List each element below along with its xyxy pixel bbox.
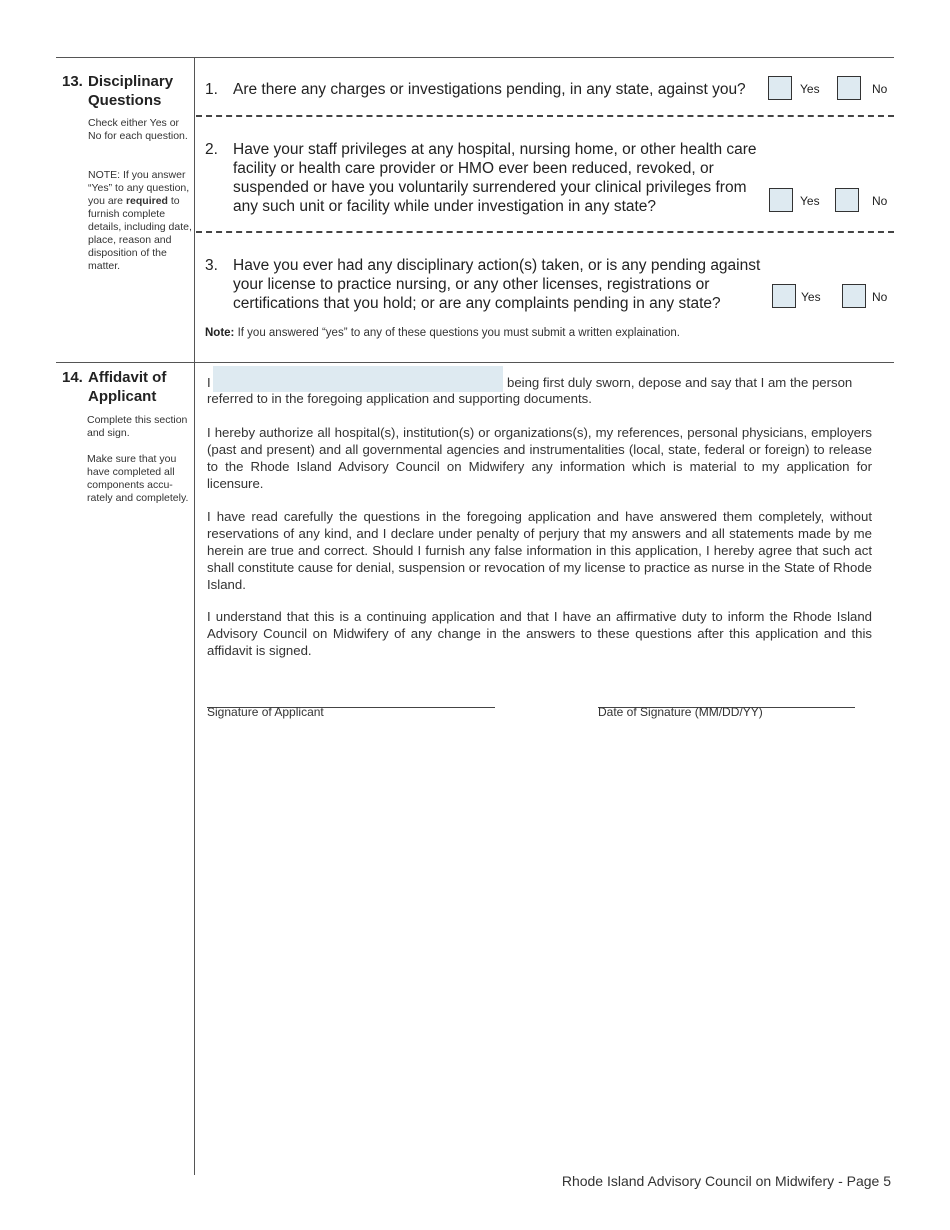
question-3-no-checkbox[interactable] xyxy=(842,284,866,308)
section14-number: 14. xyxy=(62,369,83,386)
question-1-yes-label: Yes xyxy=(800,82,820,96)
signature-label: Signature of Applicant xyxy=(207,705,324,719)
section14-heading xyxy=(62,368,194,406)
section13-title-line2: Questions xyxy=(88,92,162,109)
question-1-no-label: No xyxy=(872,82,888,96)
affidavit-i-prefix: I xyxy=(207,375,211,390)
question-2-number: 2. xyxy=(205,141,218,158)
question-1-no-checkbox[interactable] xyxy=(837,76,861,100)
question-1-yes-checkbox[interactable] xyxy=(768,76,792,100)
section13-note-bold: required xyxy=(125,195,168,207)
section14-title-line2: Applicant xyxy=(88,388,157,405)
section14-title-line1: Affidavit of xyxy=(88,369,167,386)
question-3-no-label: No xyxy=(872,290,888,304)
column-divider xyxy=(194,57,195,1175)
question-3-yes-checkbox[interactable] xyxy=(772,284,796,308)
question-1 xyxy=(205,80,765,99)
question-3 xyxy=(205,256,765,313)
section13-note-pre: NOTE: If you answer “Yes” to any question, you are xyxy=(88,169,190,207)
question-2-yes-checkbox[interactable] xyxy=(769,188,793,212)
section13-instructions: Check either Yes or No for each question. xyxy=(88,117,188,142)
page-footer: Rhode Island Advisory Council on Midwifery - Page 5 xyxy=(561,1173,891,1189)
question-2-yes-label: Yes xyxy=(800,194,820,208)
section14-instructions-2: Make sure that you have completed all components accu- rately and completely. xyxy=(87,453,189,504)
affidavit-paragraph-2: I have read carefully the questions in the foregoing application and have answered them completely, without reservations of any kind, and I declare under penalty of perjury that my answers and all statements made by me herein are true and correct. Should I furnish any false information in this application, I hereby agree that such act shall constitute cause for denial, suspension or revocation of my license to practice as nurse in the State of Rhode Island. xyxy=(207,509,872,592)
question-3-number: 3. xyxy=(205,257,218,274)
section13-title-line1: Disciplinary xyxy=(88,73,174,90)
affidavit-sworn-continuation: referred to in the foregoing application and supporting documents. xyxy=(207,391,592,406)
top-rule xyxy=(56,57,894,58)
section13-footnote-label: Note: xyxy=(205,327,235,339)
question-2 xyxy=(205,140,765,216)
section14-instructions-1: Complete this section and sign. xyxy=(87,414,188,439)
section13-number: 13. xyxy=(62,73,83,90)
question-divider-2 xyxy=(196,231,894,233)
section13-note-post: to furnish complete details, including date, place, reason and disposition of the matter. xyxy=(88,195,192,272)
question-2-no-label: No xyxy=(872,194,888,208)
question-3-yes-label: Yes xyxy=(801,290,821,304)
affidavit-sworn-text: being first duly sworn, depose and say that I am the person xyxy=(507,375,853,390)
section-divider xyxy=(56,362,894,363)
question-3-text: Have you ever had any disciplinary action(s) taken, or is any pending against your license to practice nursing, or any other licenses, registrations or certifications that you hold; or are any complaints pending in any state? xyxy=(233,257,761,312)
question-divider-1 xyxy=(196,115,894,117)
section13-note xyxy=(88,169,192,273)
question-1-text: Are there any charges or investigations pending, in any state, against you? xyxy=(233,81,746,98)
applicant-name-field[interactable] xyxy=(213,366,503,392)
section13-heading xyxy=(62,72,194,110)
affidavit-paragraph-1: I hereby authorize all hospital(s), institution(s) or organizations(s), my references, personal physicians, employers (past and present) and all governmental agencies and instrumentalities (local, state, federal or foreign) to release to the Rhode Island Advisory Council on Midwifery any information which is material to my application for licensure. xyxy=(207,425,872,491)
section13-footnote xyxy=(205,327,885,339)
question-2-no-checkbox[interactable] xyxy=(835,188,859,212)
date-label: Date of Signature (MM/DD/YY) xyxy=(598,705,763,719)
question-2-text: Have your staff privileges at any hospital, nursing home, or other health care facility or health care provider or HMO ever been reduced, revoked, or suspended or have you voluntarily surrendered your clinical privileges from any such unit or facility while under investigation in any state? xyxy=(233,141,757,215)
section13-footnote-text: If you answered “yes” to any of these questions you must submit a written explaination. xyxy=(234,327,680,339)
question-1-number: 1. xyxy=(205,81,218,98)
affidavit-paragraph-3: I understand that this is a continuing application and that I have an affirmative duty to inform the Rhode Island Advisory Council on Midwifery of any change in the answers to these questions after this application and this affidavit is signed. xyxy=(207,609,872,658)
